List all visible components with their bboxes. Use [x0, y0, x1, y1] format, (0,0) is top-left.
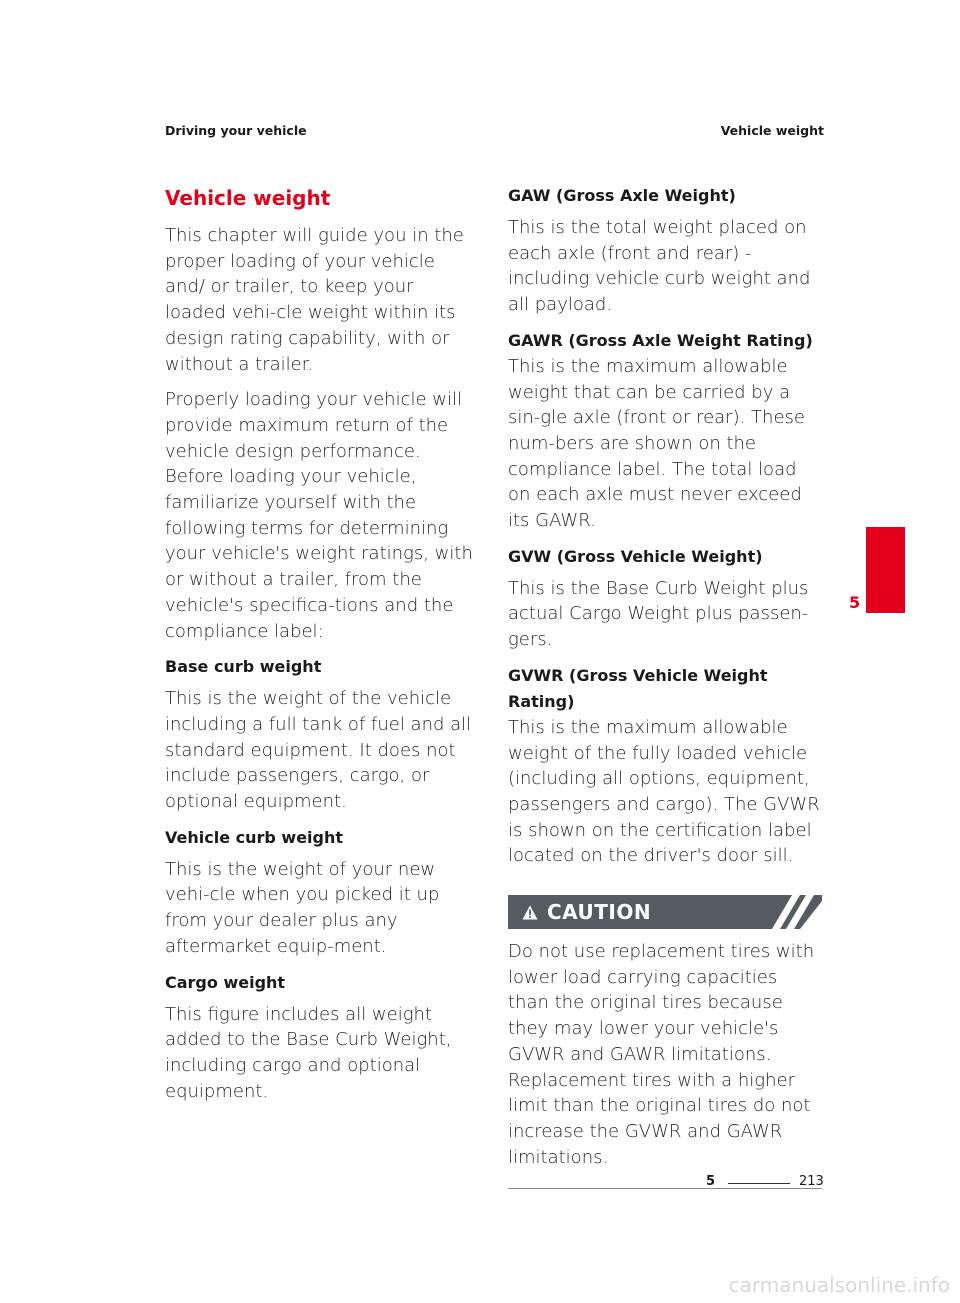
running-header-right: Vehicle weight	[720, 123, 824, 138]
section-title: Vehicle weight	[165, 186, 331, 210]
caution-text: Do not use replacement tires with lower load carrying capacities than the original tires because they may lower your vehicle's GVWR and GAWR limitations. Replacement tires with a higher limit than the original tires do not increase the GVWR and GAWR limitations.	[508, 941, 815, 1168]
base-curb-weight-heading: Base curb weight	[165, 657, 322, 677]
footer-page-number: 213	[799, 1174, 824, 1189]
gvw-heading: GVW (Gross Vehicle Weight)	[508, 546, 763, 566]
vehicle-curb-weight-text: This is the weight of your new vehi-cle when you picked it up from your dealer plus any aftermarket equip-ment.	[165, 858, 440, 957]
base-curb-weight-text: This is the weight of the vehicle including a full tank of fuel and all standard equipment. It does not include passengers, cargo, or optional equipment.	[165, 688, 472, 813]
chapter-tab-number: 5	[849, 593, 861, 612]
watermark: carmanualsonline.info	[728, 1273, 950, 1297]
gaw-heading: GAW (Gross Axle Weight)	[508, 186, 736, 205]
cargo-weight-heading: Cargo weight	[165, 972, 286, 992]
gaw-text: This is the total weight placed on each axle (front and rear) - including vehicle curb weight and all payload.	[508, 217, 811, 316]
gvwr-heading: GVWR (Gross Vehicle Weight Rating)	[508, 665, 768, 711]
caution-label: CAUTION	[547, 900, 652, 925]
gvwr-text: This is the maximum allowable weight of the fully loaded vehicle (including all options, equipment, passengers and cargo). The GVWR is shown on the certification label located on the driver's door sill.	[508, 716, 820, 867]
warning-triangle-icon	[521, 903, 539, 921]
running-header-left: Driving your vehicle	[165, 123, 307, 138]
right-column	[508, 183, 822, 1189]
cargo-weight-text: This figure includes all weight added to the Base Curb Weight, including cargo and optional equipment.	[165, 1003, 452, 1102]
gawr-heading: GAWR (Gross Axle Weight Rating)	[508, 330, 813, 350]
vehicle-curb-weight-heading: Vehicle curb weight	[165, 827, 344, 847]
footer-chapter-number: 5	[706, 1174, 716, 1189]
left-column	[165, 183, 477, 1104]
chapter-tab	[866, 527, 905, 613]
gvw-text: This is the Base Curb Weight plus actual Cargo Weight plus passen-gers.	[508, 577, 809, 651]
intro-paragraph-1: This chapter will guide you in the proper loading of your vehicle and/ or trailer, to keep your loaded vehi-cle weight within its design rating capability, with or without a trailer.	[165, 225, 464, 375]
caution-banner	[508, 895, 822, 929]
gawr-text: This is the maximum allowable weight that can be carried by a sin-gle axle (front or rear). These num-bers are shown on the compliance label. The total load on each axle must never exceed its GAWR.	[508, 355, 805, 532]
intro-paragraph-2: Properly loading your vehicle will provide maximum return of the vehicle design performance. Before loading your vehicle, familiarize yourself with the following terms for determining your vehicle's weight ratings, with or without a trailer, from the vehicle's specifica-tions and the compliance label:	[165, 389, 473, 642]
caution-end-rule	[508, 1188, 822, 1189]
caution-slash-decoration	[772, 895, 822, 929]
footer-divider	[728, 1183, 790, 1184]
